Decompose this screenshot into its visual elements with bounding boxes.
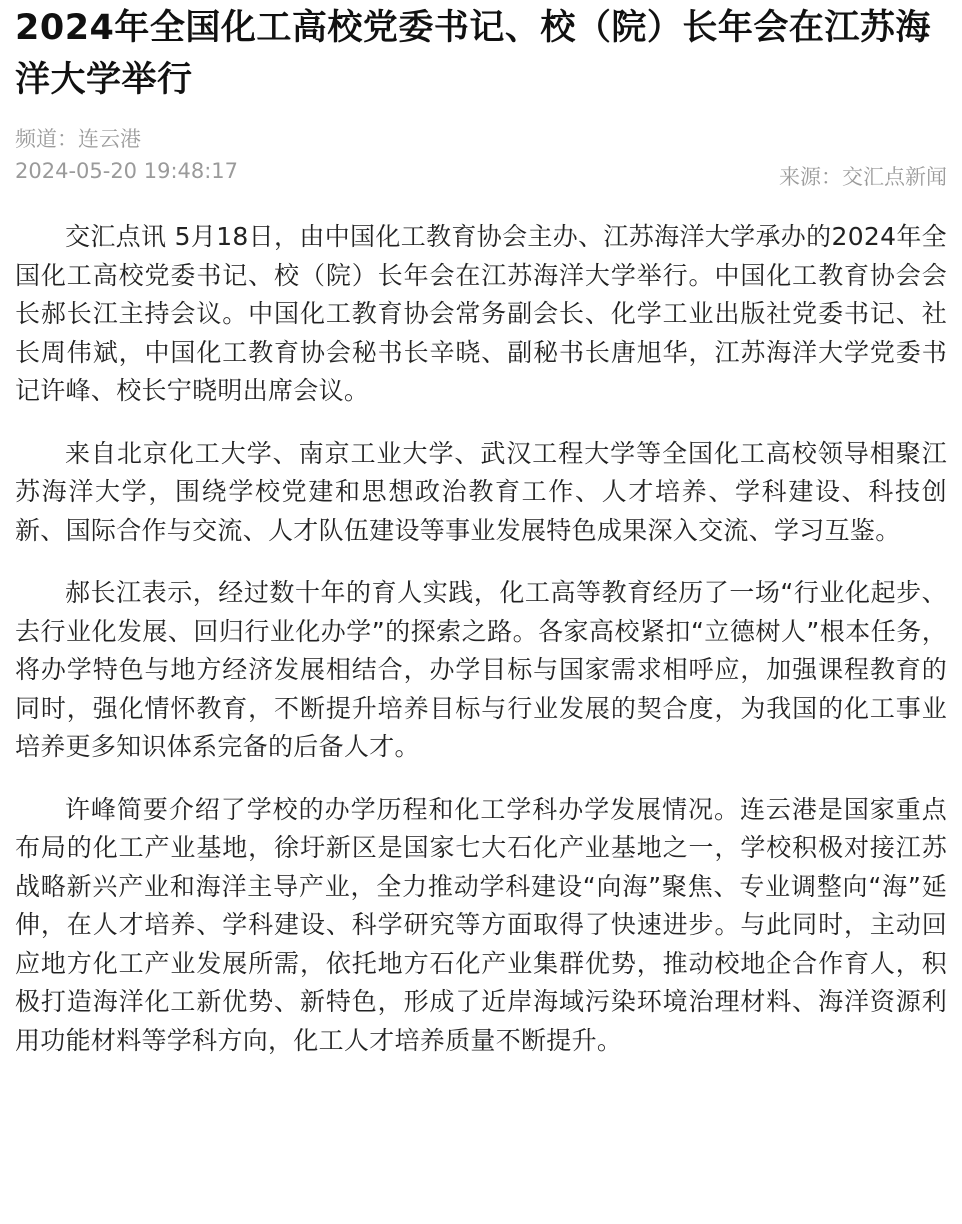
article-body [15,218,947,1060]
article-paragraph: 许峰简要介绍了学校的办学历程和化工学科办学发展情况。连云港是国家重点布局的化工产业基地，徐圩新区是国家七大石化产业基地之一，学校积极对接江苏战略新兴产业和海洋主导产业，全力推动学科建设“向海”聚焦、专业调整向“海”延伸，在人才培养、学科建设、科学研究等方面取得了快速进步。与此同时，主动回应地方化工产业发展所需，依托地方石化产业集群优势，推动校地企合作育人，积极打造海洋化工新优势、新特色，形成了近岸海域污染环境治理材料、海洋资源利用功能材料等学科方向，化工人才培养质量不断提升。 [15,794,947,1055]
article-paragraph: 交汇点讯 5月18日，由中国化工教育协会主办、江苏海洋大学承办的2024年全国化工高校党委书记、校（院）长年会在江苏海洋大学举行。中国化工教育协会会长郝长江主持会议。中国化工教育协会常务副会长、化学工业出版社党委书记、社长周伟斌，中国化工教育协会秘书长辛晓、副秘书长唐旭华，江苏海洋大学党委书记许峰、校长宁晓明出席会议。 [15,222,947,405]
publish-datetime: 2024-05-20 19:48:17 [15,159,239,183]
channel-label[interactable]: 频道：连云港 [15,127,141,151]
article-paragraph: 郝长江表示，经过数十年的育人实践，化工高等教育经历了一场“行业化起步、去行业化发展、回归行业化办学”的探索之路。各家高校紧扣“立德树人”根本任务，将办学特色与地方经济发展相结合，办学目标与国家需求相呼应，加强课程教育的同时，强化情怀教育，不断提升培养目标与行业发展的契合度，为我国的化工事业培养更多知识体系完备的后备人才。 [15,578,947,761]
article-title: 2024年全国化工高校党委书记、校（院）长年会在江苏海洋大学举行 [15,8,931,100]
source-label: 来源：交汇点新闻 [779,165,947,189]
article-meta [15,124,947,198]
article-paragraph: 来自北京化工大学、南京工业大学、武汉工程大学等全国化工高校领导相聚江苏海洋大学，围绕学校党建和思想政治教育工作、人才培养、学科建设、科技创新、国际合作与交流、人才队伍建设等事业发展特色成果深入交流、学习互鉴。 [15,438,947,545]
